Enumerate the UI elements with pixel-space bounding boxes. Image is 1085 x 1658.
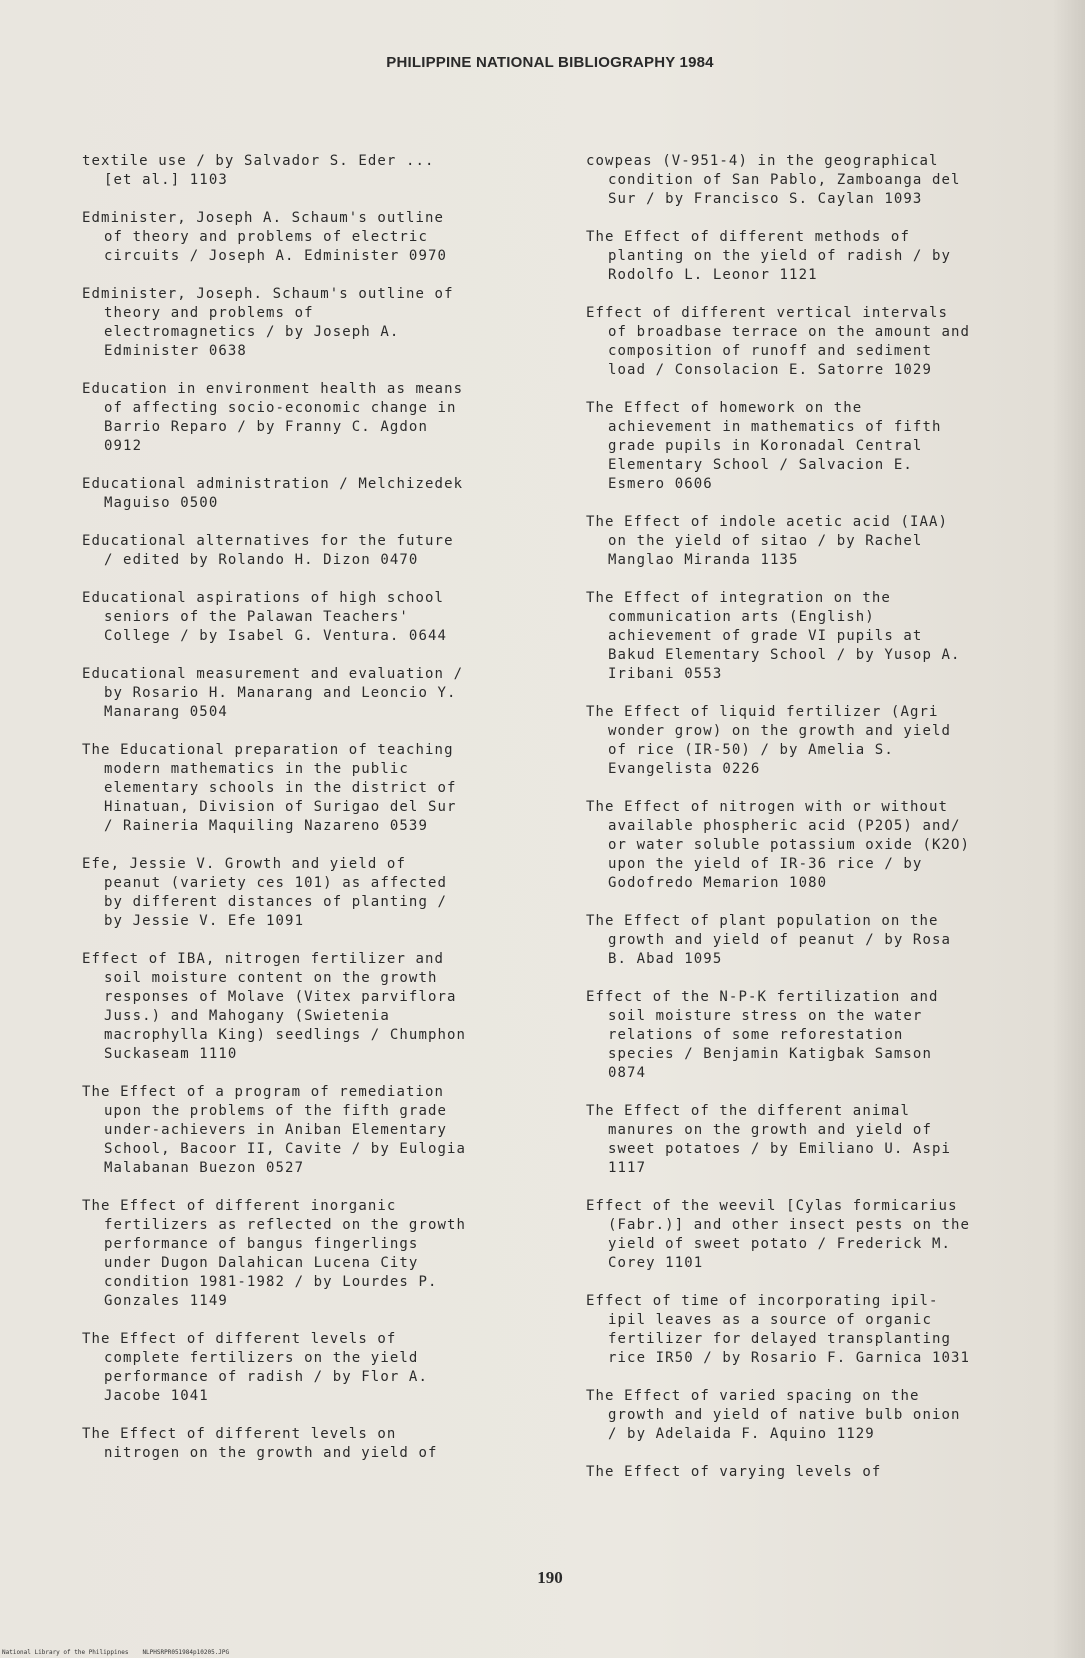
bibliography-entry: Edminister, Joseph. Schaum's outline of theory and problems of electromagnetics / by Joseph A. Edminister 0638 — [82, 286, 454, 359]
footer-library-name: National Library of the Philippines — [2, 1649, 129, 1656]
bibliography-entry: Effect of the N-P-K fertilization and soil moisture stress on the water relations of some reforestation species / Benjamin Katigbak Samson 0874 — [586, 989, 939, 1081]
bibliography-entry: Educational measurement and evaluation / by Rosario H. Manarang and Leoncio Y. Manarang 0504 — [82, 666, 464, 720]
page-number: 190 — [537, 1568, 563, 1587]
bibliography-entry: The Effect of different inorganic fertilizers as reflected on the growth performance of bangus fingerlings under Dugon Dalahican Lucena City condition 1981-1982 / by Lourdes P. Gonzales 1149 — [82, 1198, 467, 1309]
bibliography-entry: Educational alternatives for the future / edited by Rolando H. Dizon 0470 — [82, 533, 454, 568]
bibliography-entry: The Effect of nitrogen with or without available phospheric acid (P2O5) and/ or water soluble potassium oxide (K2O) upon the yield of IR-36 rice / by Godofredo Memarion 1080 — [586, 799, 971, 891]
scan-footer — [2, 1649, 229, 1656]
right-column — [586, 152, 1066, 1501]
bibliography-entry: Effect of IBA, nitrogen fertilizer and soil moisture content on the growth responses of Molave (Vitex parviflora Juss.) and Mahogany (Swietenia macrophylla King) seedlings / Chumphon Suckaseam 1110 — [82, 951, 467, 1062]
bibliography-entry: The Effect of different methods of planting on the yield of radish / by Rodolfo L. Leonor 1121 — [586, 229, 952, 283]
page-header: PHILIPPINE NATIONAL BIBLIOGRAPHY 1984 — [386, 54, 714, 71]
bibliography-entry: The Effect of plant population on the growth and yield of peanut / by Rosa B. Abad 1095 — [586, 913, 952, 967]
bibliography-entry: textile use / by Salvador S. Eder ... [et al.] 1103 — [82, 153, 435, 188]
bibliography-entry: Educational aspirations of high school seniors of the Palawan Teachers' College / by Isabel G. Ventura. 0644 — [82, 590, 448, 644]
bibliography-entry: Educational administration / Melchizedek Maguiso 0500 — [82, 476, 464, 511]
bibliography-entry: The Effect of a program of remediation upon the problems of the fifth grade under-achievers in Aniban Elementary School, Bacoor II, Cavite / by Eulogia Malabanan Buezon 0527 — [82, 1084, 467, 1176]
bibliography-entry: The Effect of different levels of complete fertilizers on the yield performance of radish / by Flor A. Jacobe 1041 — [82, 1331, 428, 1404]
bibliography-entry: The Effect of the different animal manures on the growth and yield of sweet potatoes / by Emiliano U. Aspi 1117 — [586, 1103, 952, 1176]
bibliography-entry: The Effect of liquid fertilizer (Agri wonder grow) on the growth and yield of rice (IR-50) / by Amelia S. Evangelista 0226 — [586, 704, 952, 777]
left-column — [82, 152, 552, 1482]
bibliography-entry: Effect of the weevil [Cylas formicarius (Fabr.)] and other insect pests on the yield of sweet potato / Frederick M. Corey 1101 — [586, 1198, 971, 1271]
bibliography-entry: The Effect of varying levels of — [586, 1464, 882, 1480]
bibliography-entry: Efe, Jessie V. Growth and yield of peanut (variety ces 101) as affected by different distances of planting / by Jessie V. Efe 1091 — [82, 856, 448, 929]
bibliography-entry: Effect of different vertical intervals of broadbase terrace on the amount and composition of runoff and sediment load / Consolacion E. Satorre 1029 — [586, 305, 971, 378]
bibliography-entry: Edminister, Joseph A. Schaum's outline of theory and problems of electric circuits / Joseph A. Edminister 0970 — [82, 210, 448, 264]
bibliography-entry: The Educational preparation of teaching modern mathematics in the public elementary schools in the district of Hinatuan, Division of Surigao del Sur / Raineria Maquiling Nazareno 0539 — [82, 742, 457, 834]
footer-filename: NLPHSRPR051984p10205.JPG — [142, 1649, 230, 1656]
bibliography-entry: The Effect of varied spacing on the growth and yield of native bulb onion / by Adelaida F. Aquino 1129 — [586, 1388, 961, 1442]
bibliography-entry: cowpeas (V-951-4) in the geographical condition of San Pablo, Zamboanga del Sur / by Francisco S. Caylan 1093 — [586, 153, 961, 207]
bibliography-entry: The Effect of indole acetic acid (IAA) on the yield of sitao / by Rachel Manglao Miranda 1135 — [586, 514, 949, 568]
bibliography-entry: The Effect of integration on the communication arts (English) achievement of grade VI pupils at Bakud Elementary School / by Yusop A. Iribani 0553 — [586, 590, 961, 682]
bibliography-entry: The Effect of homework on the achievement in mathematics of fifth grade pupils in Koronadal Central Elementary School / Salvacion E. Esmero 0606 — [586, 400, 942, 492]
bibliography-entry: Effect of time of incorporating ipil- ipil leaves as a source of organic fertilizer for delayed transplanting rice IR50 / by Rosario F. Garnica 1031 — [586, 1293, 971, 1366]
bibliography-entry: Education in environment health as means of affecting socio-economic change in Barrio Reparo / by Franny C. Agdon 0912 — [82, 381, 464, 454]
bibliography-entry: The Effect of different levels on nitrogen on the growth and yield of — [82, 1426, 438, 1461]
